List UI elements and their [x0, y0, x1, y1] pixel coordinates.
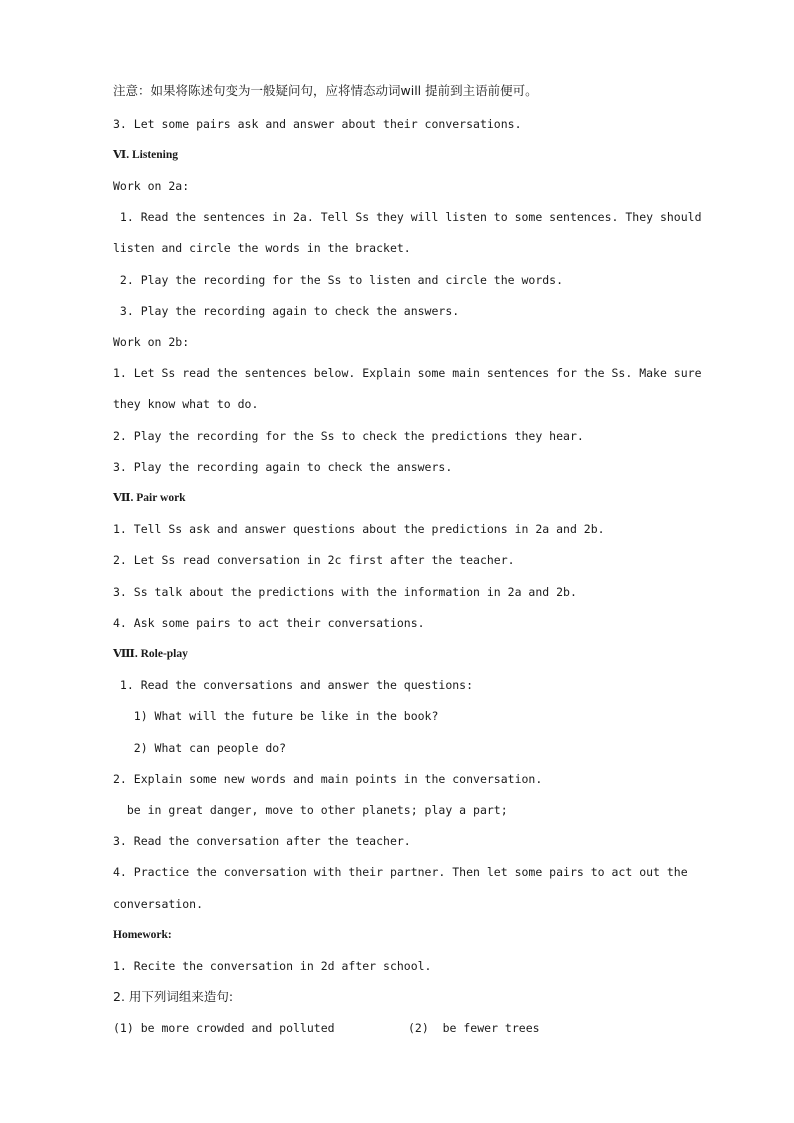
step-text: they know what to do. [113, 397, 259, 411]
step-text: listen and circle the words in the bracket. [113, 241, 411, 255]
section-heading-pair-work: Ⅶ. Pair work [113, 492, 186, 504]
section-heading-listening: Ⅵ. Listening [113, 149, 178, 161]
homework-heading: Homework: [113, 929, 172, 941]
step-text: be in great danger, move to other planets; play a part; [113, 803, 508, 817]
homework-item: 1. Recite the conversation in 2d after school. [113, 959, 432, 973]
homework-item: 2. 用下列词组来造句: [113, 989, 234, 1004]
step-text: conversation. [113, 897, 204, 911]
question-text: 2) What can people do? [113, 741, 287, 755]
step-text: 1. Read the sentences in 2a. Tell Ss they will listen to some sentences. They should [113, 210, 702, 224]
section-heading-role-play: Ⅷ. Role-play [113, 648, 188, 660]
step-text: 3. Play the recording again to check the answers. [113, 460, 453, 474]
subheading-2a: Work on 2a: [113, 179, 190, 193]
step-text: 1. Tell Ss ask and answer questions about the predictions in 2a and 2b. [113, 522, 605, 536]
question-text: 1) What will the future be like in the book? [113, 709, 439, 723]
step-text: 2. Let Ss read conversation in 2c first after the teacher. [113, 553, 515, 567]
step-text: 2. Play the recording for the Ss to listen and circle the words. [113, 273, 564, 287]
subheading-2b: Work on 2b: [113, 335, 190, 349]
step-text: 2. Play the recording for the Ss to check the predictions they hear. [113, 429, 584, 443]
phrase-item: (2) be fewer trees [408, 1021, 540, 1035]
step-text: 4. Practice the conversation with their partner. Then let some pairs to act out the [113, 865, 688, 879]
step-text: 3. Read the conversation after the teacher. [113, 834, 411, 848]
step-text: 1. Let Ss read the sentences below. Explain some main sentences for the Ss. Make sure [113, 366, 702, 380]
step-text: 3. Play the recording again to check the answers. [113, 304, 460, 318]
note-paragraph: 注意：如果将陈述句变为一般疑问句，应将情态动词will 提前到主语前便可。 [113, 83, 538, 98]
step-text: 4. Ask some pairs to act their conversations. [113, 616, 425, 630]
step-text: 1. Read the conversations and answer the questions: [113, 678, 474, 692]
step-text: 3. Ss talk about the predictions with the information in 2a and 2b. [113, 585, 577, 599]
step-text: 3. Let some pairs ask and answer about their conversations. [113, 117, 522, 131]
phrase-item: (1) be more crowded and polluted [113, 1021, 335, 1035]
step-text: 2. Explain some new words and main points in the conversation. [113, 772, 543, 786]
